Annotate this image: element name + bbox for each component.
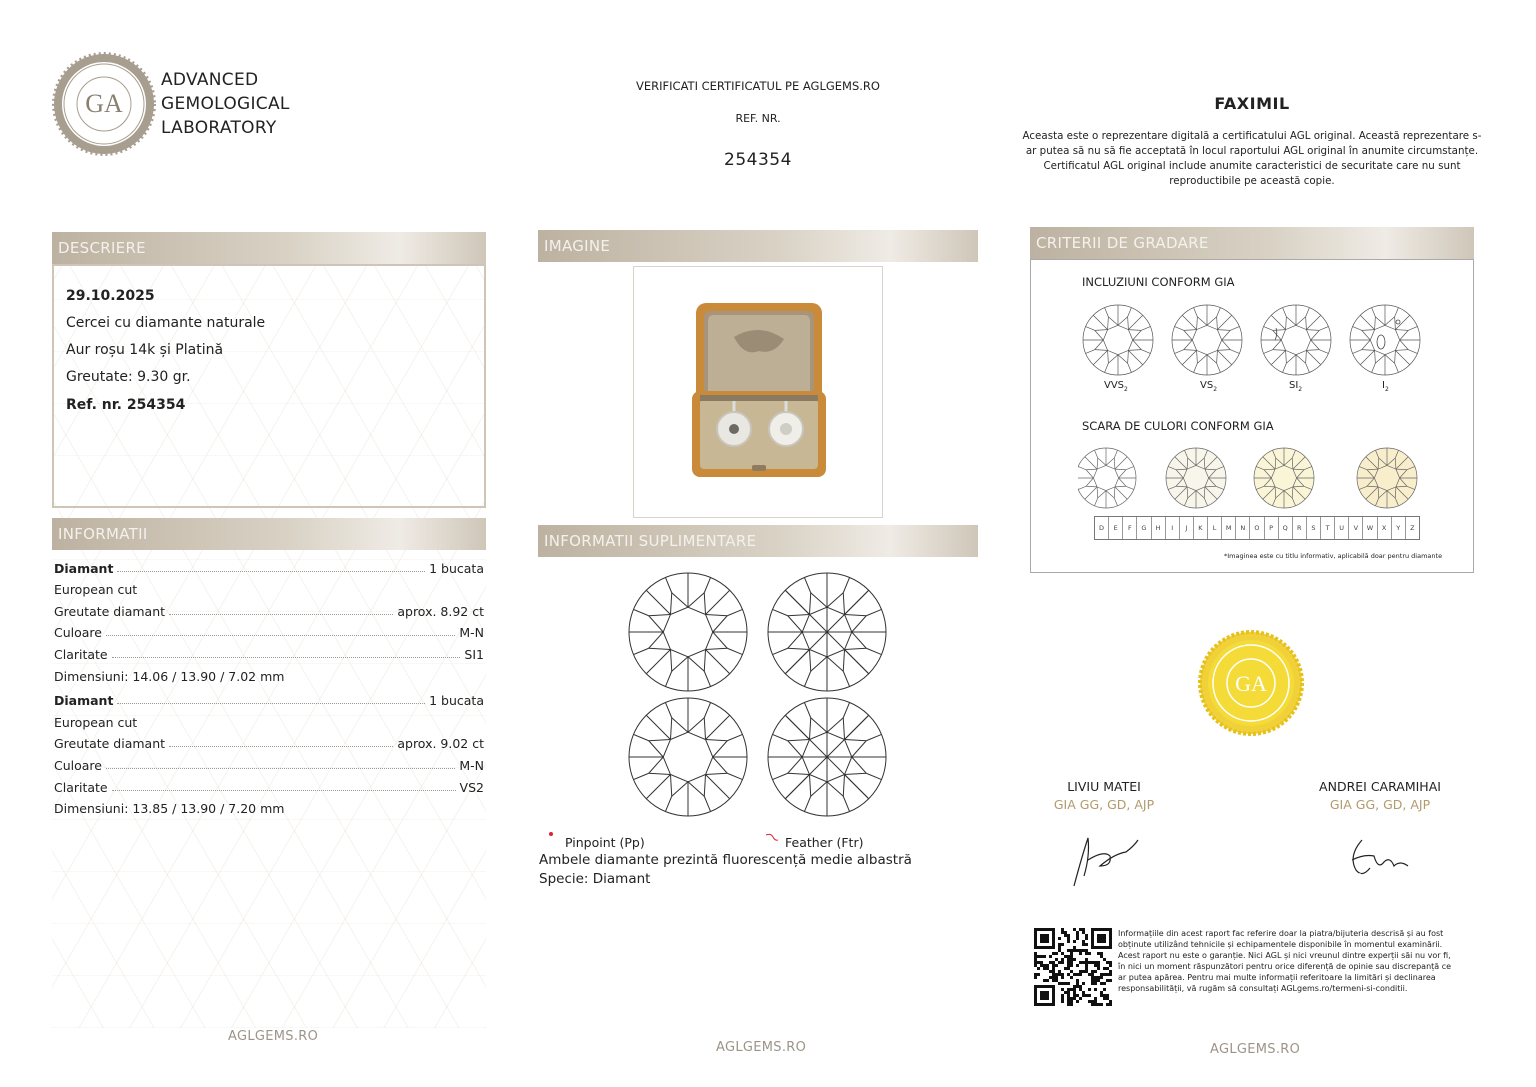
clarity-example-2 [1172,305,1242,375]
clarity-grade-label: VS [1200,380,1214,391]
color-scale-cell: K [1194,517,1208,539]
color-scale-cell: Y [1392,517,1406,539]
stone-weight: aprox. 9.02 ct [397,736,484,751]
color-scale-cell: R [1293,517,1307,539]
clarity-example-3 [1261,305,1331,375]
color-example-3 [1254,448,1314,508]
fluorescence-note: Ambele diamante prezintă fluorescență medie albastră [539,852,912,868]
stone-2-pavilion-diagram [768,698,886,816]
color-scale-cell: V [1349,517,1363,539]
signer-1-name: LIVIU MATEI [1067,779,1141,794]
clarity-grade-sub: 2 [1384,386,1389,393]
criterii-header: CRITERII DE GRADARE [1030,227,1474,259]
disclaimer-text [1118,928,1468,994]
clarity-grade-label: VVS [1104,380,1125,391]
faximil-line: ar putea să nu să fie acceptată în locul raportului AGL original în anumite circumstanțe. [1025,145,1479,157]
stone-color: M-N [459,758,484,773]
pinpoint-legend: Pinpoint (Pp) [565,835,645,850]
descriere-header: DESCRIERE [52,232,486,264]
signer-2-credentials: GIA GG, GD, AJP [1329,797,1431,812]
stone-color-label: Culoare [54,758,102,773]
feather-legend: Feather (Ftr) [785,835,864,850]
color-example-4 [1357,448,1417,508]
stone-1-clarity-row [54,642,484,662]
faximil-line: Certificatul AGL original include anumite caracteristici de securitate care nu sunt [1043,160,1461,172]
stone-2-color-row [54,753,484,773]
color-scale-cell: T [1321,517,1335,539]
descriere-date: 29.10.2025 [66,288,155,304]
disclaimer-line: Informațiile din acest raport fac referire doar la piatra/bijuteria descrisă și au fost [1118,929,1444,938]
diamond-plot-diagrams [622,568,892,824]
color-scale-cell: L [1208,517,1222,539]
clarity-grade-label: I [1382,380,1385,391]
stone-2-type-row [54,688,484,708]
stone-type-label: Diamant [54,693,114,708]
descriere-line-2: Aur roșu 14k și Platină [66,342,224,358]
ref-number: 254354 [724,150,792,170]
color-scale-cell: D [1095,517,1109,539]
descriere-ref: Ref. nr. 254354 [66,397,186,413]
disclaimer-line: obținute utilizând tehnicile și echipamentele disponibile în momentul examinării. [1118,940,1443,949]
stone-2-weight-row [54,731,484,751]
color-scale-cell: M [1222,517,1236,539]
signer-2-name: ANDREI CARAMIHAI [1319,779,1441,794]
stone-weight-label: Greutate diamant [54,736,166,751]
descriere-line-1: Cercei cu diamante naturale [66,315,266,331]
agl-logo-seal [52,52,156,156]
suplimentare-header: INFORMATII SUPLIMENTARE [538,525,978,557]
faximil-text [1020,129,1484,189]
color-scale-cell: Z [1410,524,1415,532]
stone-2-cut-row [54,710,484,730]
clarity-grade-label: SI [1289,380,1299,391]
disclaimer-line: responsabilității, vă rugăm să consultați AGLgems.ro/termeni-si-conditii. [1118,984,1408,993]
stone-2-clarity-row [54,775,484,795]
stone-clarity-label: Claritate [54,780,108,795]
faximil-line: Aceasta este o reprezentare digitală a certificatului AGL original. Această reprezentare s- [1022,130,1482,142]
stone-1-cut-row [54,577,484,597]
signer-1-signature-text: L. Matei [1095,872,1123,880]
stone-clarity: VS2 [459,780,484,795]
faximil-line: reproductibile pe această copie. [1169,175,1335,187]
inclusions-title: INCLUZIUNI CONFORM GIA [1082,275,1235,289]
clarity-grade-si2 [1289,380,1302,393]
color-scale-cell: F [1123,517,1137,539]
signer-2-signature [1340,830,1420,890]
svg-text:GA: GA [1235,671,1267,696]
stone-1-dimensions-row [54,664,484,684]
ref-label: REF. NR. [735,112,781,125]
signer-1-credentials: GIA GG, GD, AJP [1053,797,1155,812]
color-scale-cell: G [1137,517,1151,539]
species-note: Specie: Diamant [539,871,651,887]
stone-clarity-label: Claritate [54,647,108,662]
stone-1-pavilion-diagram [768,573,886,691]
color-scale-cell: X [1378,517,1392,539]
clarity-grade-sub: 2 [1213,386,1218,393]
color-scale-cell: H [1152,517,1166,539]
stone-dimensions: Dimensiuni: 14.06 / 13.90 / 7.02 mm [54,669,285,684]
stone-weight-label: Greutate diamant [54,604,166,619]
color-scale-cell: P [1265,517,1279,539]
stone-cut: European cut [54,582,138,597]
color-scale-bar [1094,516,1420,540]
descriere-line-3: Greutate: 9.30 gr. [66,369,191,385]
stone-1-weight-row [54,599,484,619]
stone-color-label: Culoare [54,625,102,640]
clarity-example-1 [1083,305,1153,375]
color-scale-title: SCARA DE CULORI CONFORM GIA [1082,419,1274,433]
stone-2-dimensions-row [54,796,484,816]
disclaimer-line: în nici un moment răspunzători pentru orice diferență de opinie sau discrepanță ce [1118,962,1452,971]
color-scale-cell: O [1250,517,1264,539]
clarity-diagrams [1078,300,1428,408]
clarity-grade-i2 [1382,380,1389,393]
color-scale-cell: N [1236,517,1250,539]
footer-middle: AGLGEMS.RO [716,1040,807,1055]
footer-right: AGLGEMS.RO [1210,1042,1301,1057]
informatii-header: INFORMATII [52,518,486,550]
stone-clarity: SI1 [464,647,484,662]
color-scale-cell: Q [1279,517,1293,539]
stone-count: 1 bucata [429,561,484,576]
stone-2-crown-diagram [629,698,747,816]
stone-1-type-row [54,556,484,576]
clarity-grade-vvs2 [1104,380,1128,393]
stone-color: M-N [459,625,484,640]
logo-line-1: ADVANCED [161,70,259,90]
stone-cut: European cut [54,715,138,730]
footer-left: AGLGEMS.RO [228,1029,319,1044]
color-scale-cell: U [1335,517,1349,539]
stone-1-color-row [54,620,484,640]
color-scale-cell: S [1307,517,1321,539]
imagine-header: IMAGINE [538,230,978,262]
pinpoint-marker-icon [549,832,553,836]
inclusion-mark [1396,320,1400,324]
color-example-1 [1078,448,1136,508]
clarity-grade-sub: 2 [1298,386,1303,393]
disclaimer-line: ar putea apărea. Pentru mai multe informații referitoare la limitări și declinarea [1118,973,1436,982]
color-scale-cell: W [1363,517,1377,539]
clarity-grade-vs2 [1200,380,1217,393]
color-diagrams [1078,444,1428,514]
svg-text:GA: GA [85,89,123,118]
verify-text: VERIFICATI CERTIFICATUL PE AGLGEMS.RO [636,79,880,93]
signer-2-signature-text: A. Caramihai [1357,872,1403,880]
color-scale-cell: J [1180,517,1194,539]
jewelry-photo [633,266,883,518]
disclaimer-line: Acest raport nu este o garanție. Nici AGL și nici vreunul dintre experții săi nu vor fi, [1118,951,1451,960]
stone-1-crown-diagram [629,573,747,691]
verification-qr-code[interactable] [1034,928,1112,1006]
clarity-grade-sub: 2 [1124,386,1128,393]
color-example-2 [1166,448,1226,508]
stone-dimensions: Dimensiuni: 13.85 / 13.90 / 7.20 mm [54,801,285,816]
faximil-title: FAXIMIL [1214,94,1290,113]
stone-type-label: Diamant [54,561,114,576]
feather-marker-icon [765,828,779,847]
criterii-footnote: *Imaginea este cu titlu informativ, aplicabilă doar pentru diamante [1224,552,1443,560]
agl-logo-name [161,68,290,140]
stone-weight: aprox. 8.92 ct [397,604,484,619]
color-scale-cell: I [1166,517,1180,539]
gold-seal [1198,630,1304,736]
inclusion-mark [1377,335,1385,349]
signer-1-signature [1064,826,1154,892]
color-scale-cell: E [1109,517,1123,539]
stone-count: 1 bucata [429,693,484,708]
logo-line-2: GEMOLOGICAL [161,94,290,114]
logo-line-3: LABORATORY [161,118,277,138]
